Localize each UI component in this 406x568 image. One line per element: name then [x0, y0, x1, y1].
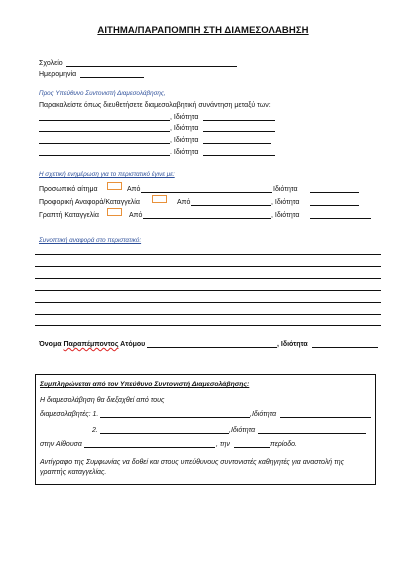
- info-heading: Η σχετική ενημέρωση για το περιστατικό έγινε με:: [39, 171, 175, 178]
- date-on-label: , την: [216, 441, 230, 448]
- oral-report-label: Προφορική Αναφορά/Καταγγελία: [39, 199, 140, 206]
- mediator-2-role-field[interactable]: [258, 433, 366, 434]
- party-3-role-label: , Ιδιότητα: [170, 137, 199, 144]
- date-field[interactable]: [80, 77, 144, 78]
- summary-line[interactable]: [35, 314, 381, 315]
- party-3-role-field[interactable]: [203, 143, 271, 144]
- oral-from-field[interactable]: [191, 205, 271, 206]
- written-complaint-label: Γραπτή Καταγγελία: [39, 212, 99, 219]
- to-coordinator-label: Προς Υπεύθυνο Συντονιστή Διαμεσολάβησης,: [39, 90, 166, 97]
- request-text: Παρακαλείστε όπως διευθετήσετε διαμεσολαβητική συνάντηση μεταξύ των:: [39, 102, 271, 109]
- date-label: Ημερομηνία: [39, 71, 77, 78]
- room-label: στην Αίθουσα: [40, 441, 82, 448]
- referrer-name-word-2: Παραπέμποντος: [63, 341, 119, 348]
- school-field[interactable]: [66, 66, 237, 67]
- written-role-label: , Ιδιότητα: [271, 212, 300, 219]
- coordinator-note: Αντίγραφο της Συμφωνίας να δοθεί και στους υπεύθυνους συντονιστές καθηγητές για αναστολή της γραπτής καταγγελίας.: [40, 459, 345, 476]
- coordinator-heading: Συμπληρώνεται από τον Υπεύθυνο Συντονιστή Διαμεσολάβησης:: [40, 381, 250, 388]
- party-2-name-field[interactable]: [39, 131, 170, 132]
- written-from-field[interactable]: [143, 218, 271, 219]
- room-field[interactable]: [84, 447, 215, 448]
- party-1-name-field[interactable]: [39, 120, 170, 121]
- summary-line[interactable]: [35, 290, 381, 291]
- mediator-2-name-field[interactable]: [100, 433, 229, 434]
- summary-line[interactable]: [35, 325, 381, 326]
- personal-from-field[interactable]: [141, 192, 272, 193]
- oral-from-label: Από: [177, 199, 191, 206]
- oral-role-field[interactable]: [310, 205, 359, 206]
- written-role-field[interactable]: [310, 218, 371, 219]
- mediator-1-role-label: ,Ιδιότητα: [250, 411, 277, 418]
- mediator-2-number: 2.: [92, 427, 98, 434]
- personal-request-label: Προσωπικό αίτημα: [39, 186, 98, 193]
- party-4-role-field[interactable]: [203, 155, 275, 156]
- summary-line[interactable]: [35, 302, 381, 303]
- summary-line[interactable]: [35, 266, 381, 267]
- written-complaint-checkbox[interactable]: [107, 208, 122, 216]
- school-label: Σχολείο: [39, 60, 63, 67]
- summary-line[interactable]: [35, 254, 381, 255]
- oral-report-checkbox[interactable]: [152, 195, 167, 203]
- referrer-role-label: , Ιδιότητα: [277, 341, 308, 348]
- party-3-name-field[interactable]: [39, 143, 170, 144]
- personal-from-label: Από: [127, 186, 141, 193]
- party-4-role-label: . Ιδιότητα: [170, 149, 199, 156]
- party-2-role-field[interactable]: [203, 131, 275, 132]
- mediator-2-role-label: ,Ιδιότητα: [229, 427, 256, 434]
- party-1-role-label: , Ιδιότητα: [170, 114, 199, 121]
- written-from-label: Από: [129, 212, 143, 219]
- party-1-role-field[interactable]: [203, 120, 275, 121]
- referrer-name-word-1: Όνομα: [39, 341, 62, 348]
- mediator-1-name-field[interactable]: [100, 417, 250, 418]
- summary-heading: Συνοπτική αναφορά στο περιστατικό:: [39, 237, 142, 244]
- party-2-role-label: , Ιδιότητα: [170, 125, 199, 132]
- party-4-name-field[interactable]: [39, 155, 170, 156]
- referrer-role-field[interactable]: [312, 347, 378, 348]
- personal-request-checkbox[interactable]: [107, 182, 122, 190]
- oral-role-label: , Ιδιότητα: [271, 199, 300, 206]
- mediator-1-role-field[interactable]: [280, 417, 371, 418]
- meeting-date-field[interactable]: [234, 447, 270, 448]
- summary-line[interactable]: [35, 278, 381, 279]
- referrer-name-word-3: Ατόμου: [120, 341, 146, 348]
- personal-role-field[interactable]: [310, 192, 359, 193]
- mediators-label: διαμεσολαβητές: 1.: [40, 411, 99, 418]
- referrer-name-field[interactable]: [147, 347, 277, 348]
- personal-role-label: Ιδιότητα: [273, 186, 298, 193]
- form-title: ΑΙΤΗΜΑ/ΠΑΡΑΠΟΜΠΗ ΣΤΗ ΔΙΑΜΕΣΟΛΑΒΗΣΗ: [97, 25, 309, 36]
- coordinator-line1: Η διαμεσολάβηση θα διεξαχθεί από τους: [40, 397, 165, 404]
- referrer-name-label: [39, 340, 145, 349]
- period-label: περίοδο.: [270, 441, 297, 448]
